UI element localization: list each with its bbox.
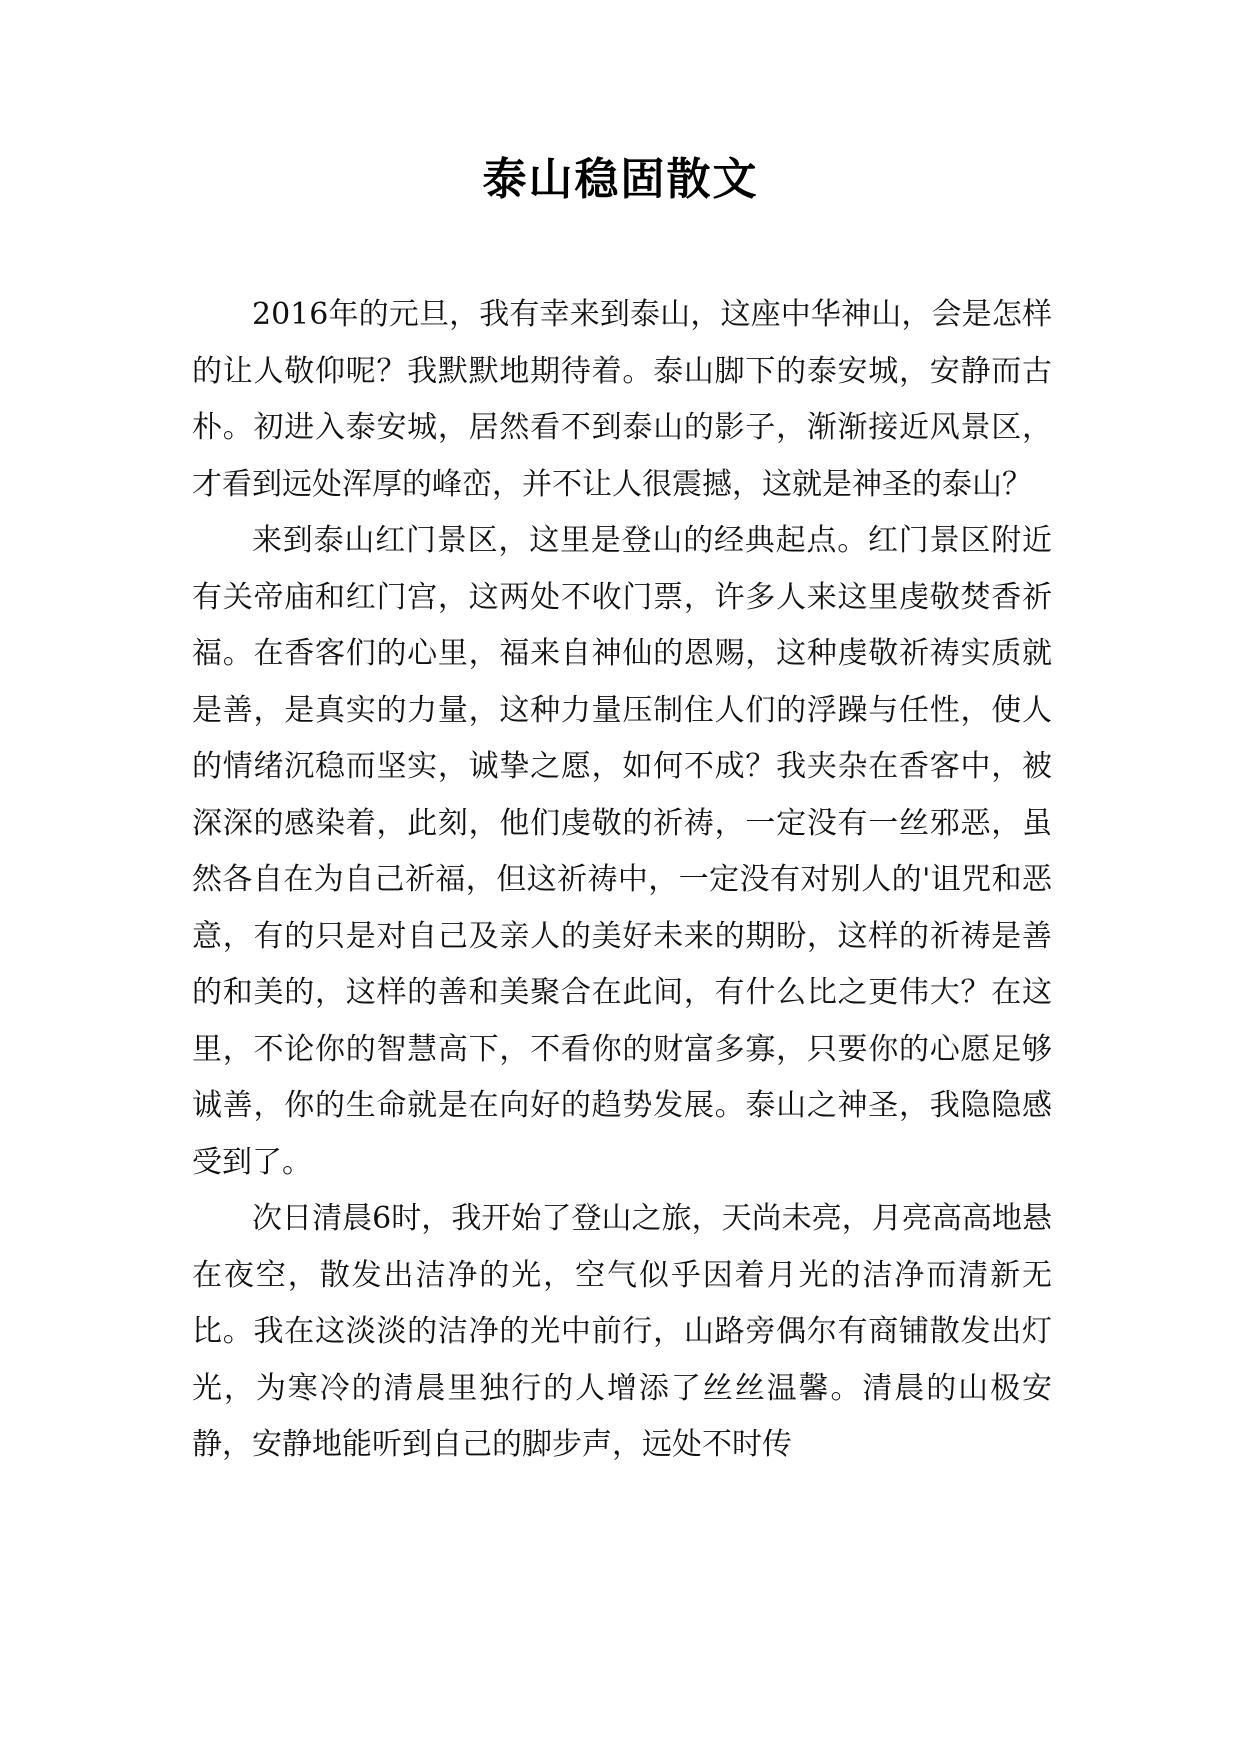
paragraph-1: 2016年的元旦，我有幸来到泰山，这座中华神山，会是怎样的让人敬仰呢？我默默地期待着。泰山脚下的泰安城，安静而古朴。初进入泰安城，居然看不到泰山的影子，渐渐接近风景区，才看到远处浑厚的峰峦，并不让人很震撼，这就是神圣的泰山？ (192, 297, 1052, 502)
paragraph-3: 次日清晨6时，我开始了登山之旅，天尚未亮，月亮高高地悬在夜空，散发出洁净的光，空气似乎因着月光的洁净而清新无比。我在这淡淡的洁净的光中前行，山路旁偶尔有商铺散发出灯光，为寒冷的清晨里独行的人增添了丝丝温馨。清晨的山极安静，安静地能听到自己的脚步声，远处不时传 (192, 1201, 1052, 1462)
paragraph-2: 来到泰山红门景区，这里是登山的经典起点。红门景区附近有关帝庙和红门宫，这两处不收门票，许多人来这里虔敬焚香祈福。在香客们的心里，福来自神仙的恩赐，这种虔敬祈祷实质就是善，是真实的力量，这种力量压制住人们的浮躁与任性，使人的情绪沉稳而坚实，诚挚之愿，如何不成？我夹杂在香客中，被深深的感染着，此刻，他们虔敬的祈祷，一定没有一丝邪恶，虽然各自在为自己祈福，但这祈祷中，一定没有对别人的'诅咒和恶意，有的只是对自己及亲人的美好未来的期盼，这样的祈祷是善的和美的，这样的善和美聚合在此间，有什么比之更伟大？在这里，不论你的智慧高下，不看你的财富多寡，只要你的心愿足够诚善，你的生命就是在向好的趋势发展。泰山之神圣，我隐隐感受到了。 (192, 523, 1052, 1180)
document-title: 泰山稳固散文 (482, 154, 759, 205)
document-body (192, 287, 1052, 1474)
